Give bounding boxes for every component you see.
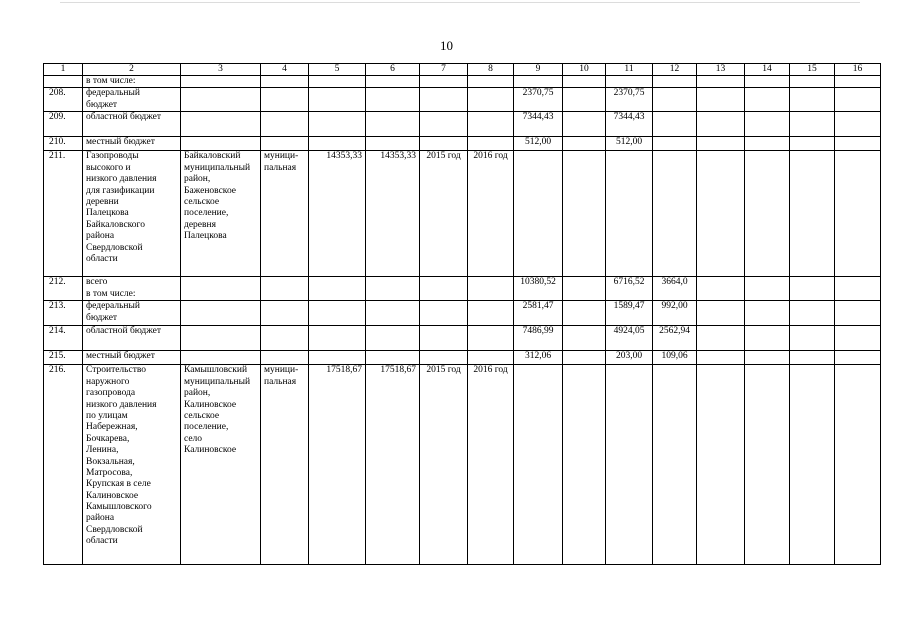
- table-cell: [261, 112, 309, 137]
- table-cell: [697, 137, 745, 151]
- table-cell: 10380,52: [514, 277, 563, 301]
- table-cell: 109,06: [653, 351, 697, 365]
- table-cell: 2562,94: [653, 326, 697, 351]
- column-number-header: 11: [606, 64, 653, 76]
- table-cell: [420, 76, 468, 88]
- table-cell: [790, 351, 835, 365]
- table-cell: [181, 301, 261, 326]
- column-number-header: 5: [309, 64, 366, 76]
- table-cell: 3664,0: [653, 277, 697, 301]
- table-cell: [261, 277, 309, 301]
- table-cell: 14353,33: [309, 151, 366, 277]
- column-number-header: 13: [697, 64, 745, 76]
- table-cell: [181, 351, 261, 365]
- table-cell: 7486,99: [514, 326, 563, 351]
- table-cell: [745, 151, 790, 277]
- table-cell: [606, 365, 653, 565]
- table-cell: [366, 301, 420, 326]
- table-cell: [261, 137, 309, 151]
- table-cell: [309, 277, 366, 301]
- table-cell: 992,00: [653, 301, 697, 326]
- table-cell: [697, 112, 745, 137]
- table-cell: [309, 76, 366, 88]
- table-cell: 17518,67: [366, 365, 420, 565]
- table-cell: [181, 76, 261, 88]
- table-cell: [309, 137, 366, 151]
- table-cell: местный бюджет: [83, 137, 181, 151]
- column-number-header: 4: [261, 64, 309, 76]
- table-row: [44, 326, 881, 351]
- budget-table: [43, 63, 881, 565]
- table-cell: [790, 112, 835, 137]
- table-cell: [790, 151, 835, 277]
- table-cell: [468, 277, 514, 301]
- table-cell: 2370,75: [514, 88, 563, 112]
- table-cell: [468, 112, 514, 137]
- table-cell: [514, 365, 563, 565]
- table-cell: 512,00: [606, 137, 653, 151]
- table-row: [44, 301, 881, 326]
- table-cell: 14353,33: [366, 151, 420, 277]
- table-cell: [790, 365, 835, 565]
- table-cell: федеральный бюджет: [83, 88, 181, 112]
- column-number-header: 3: [181, 64, 261, 76]
- table-cell: [181, 137, 261, 151]
- table-cell: [653, 76, 697, 88]
- table-cell: [653, 112, 697, 137]
- table-row: [44, 137, 881, 151]
- table-row: [44, 151, 881, 277]
- table-header-row: [44, 64, 881, 76]
- table-cell: [745, 112, 790, 137]
- table-cell: всего в том числе:: [83, 277, 181, 301]
- table-cell: [420, 112, 468, 137]
- table-cell: [563, 151, 606, 277]
- table-cell: [181, 277, 261, 301]
- table-cell: Камышловский муниципальный район, Калиновское сельское поселение, село Калиновское: [181, 365, 261, 565]
- table-cell: 2015 год: [420, 365, 468, 565]
- table-cell: [366, 277, 420, 301]
- table-cell: [468, 88, 514, 112]
- table-cell: Газопроводы высокого и низкого давления для газификации деревни Палецкова Байкаловского района Свердловской области: [83, 151, 181, 277]
- table-cell: [745, 137, 790, 151]
- table-cell: [653, 365, 697, 565]
- table-cell: 1589,47: [606, 301, 653, 326]
- table-cell: в том числе:: [83, 76, 181, 88]
- table-cell: [563, 76, 606, 88]
- table-cell: [835, 351, 881, 365]
- table-cell: [790, 137, 835, 151]
- table-cell: Строительство наружного газопровода низкого давления по улицам Набережная, Бочкарева, Ленина, Вокзальная, Матросова, Крупская в селе Калиновское Камышловского района Свердловской области: [83, 365, 181, 565]
- table-cell: 2015 год: [420, 151, 468, 277]
- table-cell: [697, 365, 745, 565]
- table-cell: [653, 151, 697, 277]
- table-row: [44, 351, 881, 365]
- table-cell: [697, 151, 745, 277]
- table-cell: [514, 151, 563, 277]
- table-cell: 216.: [44, 365, 83, 565]
- table-cell: 213.: [44, 301, 83, 326]
- table-cell: муници- пальная: [261, 151, 309, 277]
- table-cell: федеральный бюджет: [83, 301, 181, 326]
- table-row: [44, 88, 881, 112]
- table-cell: [697, 301, 745, 326]
- table-cell: [261, 351, 309, 365]
- table-cell: [835, 151, 881, 277]
- table-cell: Байкаловский муниципальный район, Баженовское сельское поселение, деревня Палецкова: [181, 151, 261, 277]
- table-cell: [790, 277, 835, 301]
- table-cell: 214.: [44, 326, 83, 351]
- table-cell: [468, 137, 514, 151]
- table-cell: 2370,75: [606, 88, 653, 112]
- table-cell: [563, 88, 606, 112]
- table-cell: [181, 112, 261, 137]
- table-cell: [697, 326, 745, 351]
- table-cell: [790, 76, 835, 88]
- table-cell: [835, 301, 881, 326]
- table-cell: [790, 326, 835, 351]
- table-cell: [653, 137, 697, 151]
- table-cell: [181, 326, 261, 351]
- table-cell: [261, 326, 309, 351]
- table-cell: [835, 277, 881, 301]
- table-row: [44, 112, 881, 137]
- table-cell: 6716,52: [606, 277, 653, 301]
- column-number-header: 8: [468, 64, 514, 76]
- table-cell: [563, 365, 606, 565]
- table-cell: [563, 326, 606, 351]
- table-cell: [309, 112, 366, 137]
- table-cell: [835, 88, 881, 112]
- table-cell: [653, 88, 697, 112]
- table-cell: [468, 351, 514, 365]
- table-cell: 208.: [44, 88, 83, 112]
- table-cell: [745, 351, 790, 365]
- table-cell: 312,06: [514, 351, 563, 365]
- table-cell: [835, 326, 881, 351]
- table-cell: [835, 76, 881, 88]
- column-number-header: 1: [44, 64, 83, 76]
- table-cell: [563, 277, 606, 301]
- table-cell: [790, 301, 835, 326]
- table-cell: [606, 151, 653, 277]
- table-cell: [697, 351, 745, 365]
- table-cell: [420, 351, 468, 365]
- table-cell: [468, 326, 514, 351]
- table-cell: 209.: [44, 112, 83, 137]
- table-cell: [309, 88, 366, 112]
- scan-top-rule: [60, 2, 860, 3]
- table-cell: 2581,47: [514, 301, 563, 326]
- table-cell: [261, 88, 309, 112]
- table-cell: 203,00: [606, 351, 653, 365]
- column-number-header: 15: [790, 64, 835, 76]
- page-number: 10: [440, 38, 453, 53]
- table-cell: 7344,43: [514, 112, 563, 137]
- table-cell: [563, 112, 606, 137]
- table-cell: [563, 351, 606, 365]
- table-cell: [261, 76, 309, 88]
- table-cell: [366, 88, 420, 112]
- table-cell: 215.: [44, 351, 83, 365]
- table-cell: 210.: [44, 137, 83, 151]
- table-cell: 4924,05: [606, 326, 653, 351]
- column-number-header: 14: [745, 64, 790, 76]
- table-cell: [181, 88, 261, 112]
- table-cell: [366, 112, 420, 137]
- table-cell: муници- пальная: [261, 365, 309, 565]
- table-cell: 512,00: [514, 137, 563, 151]
- table-row: [44, 76, 881, 88]
- table-row: [44, 277, 881, 301]
- table-cell: [745, 365, 790, 565]
- table-cell: 211.: [44, 151, 83, 277]
- column-number-header: 2: [83, 64, 181, 76]
- table-cell: 17518,67: [309, 365, 366, 565]
- table-cell: [366, 351, 420, 365]
- table-cell: [563, 137, 606, 151]
- table-cell: [420, 88, 468, 112]
- table-cell: [745, 326, 790, 351]
- table-cell: [309, 326, 366, 351]
- table-cell: [420, 301, 468, 326]
- table-cell: 2016 год: [468, 151, 514, 277]
- table-cell: [835, 112, 881, 137]
- table-cell: 212.: [44, 277, 83, 301]
- column-number-header: 10: [563, 64, 606, 76]
- table-cell: 2016 год: [468, 365, 514, 565]
- column-number-header: 12: [653, 64, 697, 76]
- table-cell: [468, 76, 514, 88]
- table-cell: [261, 301, 309, 326]
- table-cell: [420, 326, 468, 351]
- table-cell: [745, 277, 790, 301]
- table-cell: [420, 137, 468, 151]
- table-cell: [697, 88, 745, 112]
- table-cell: [366, 326, 420, 351]
- column-number-header: 9: [514, 64, 563, 76]
- table-cell: [309, 301, 366, 326]
- column-number-header: 16: [835, 64, 881, 76]
- column-number-header: 7: [420, 64, 468, 76]
- column-number-header: 6: [366, 64, 420, 76]
- table-cell: [697, 277, 745, 301]
- table-cell: [420, 277, 468, 301]
- table-cell: [366, 137, 420, 151]
- table-cell: областной бюджет: [83, 112, 181, 137]
- table-cell: областной бюджет: [83, 326, 181, 351]
- table-cell: [745, 88, 790, 112]
- table-cell: [606, 76, 653, 88]
- table-cell: [468, 301, 514, 326]
- table-cell: [514, 76, 563, 88]
- table-cell: 7344,43: [606, 112, 653, 137]
- table-cell: [790, 88, 835, 112]
- table-cell: [44, 76, 83, 88]
- table-cell: [309, 351, 366, 365]
- table-cell: [697, 76, 745, 88]
- table-cell: [835, 365, 881, 565]
- table-cell: [745, 76, 790, 88]
- table-cell: местный бюджет: [83, 351, 181, 365]
- table-cell: [745, 301, 790, 326]
- table-cell: [366, 76, 420, 88]
- table-cell: [835, 137, 881, 151]
- table-row: [44, 365, 881, 565]
- table-cell: [563, 301, 606, 326]
